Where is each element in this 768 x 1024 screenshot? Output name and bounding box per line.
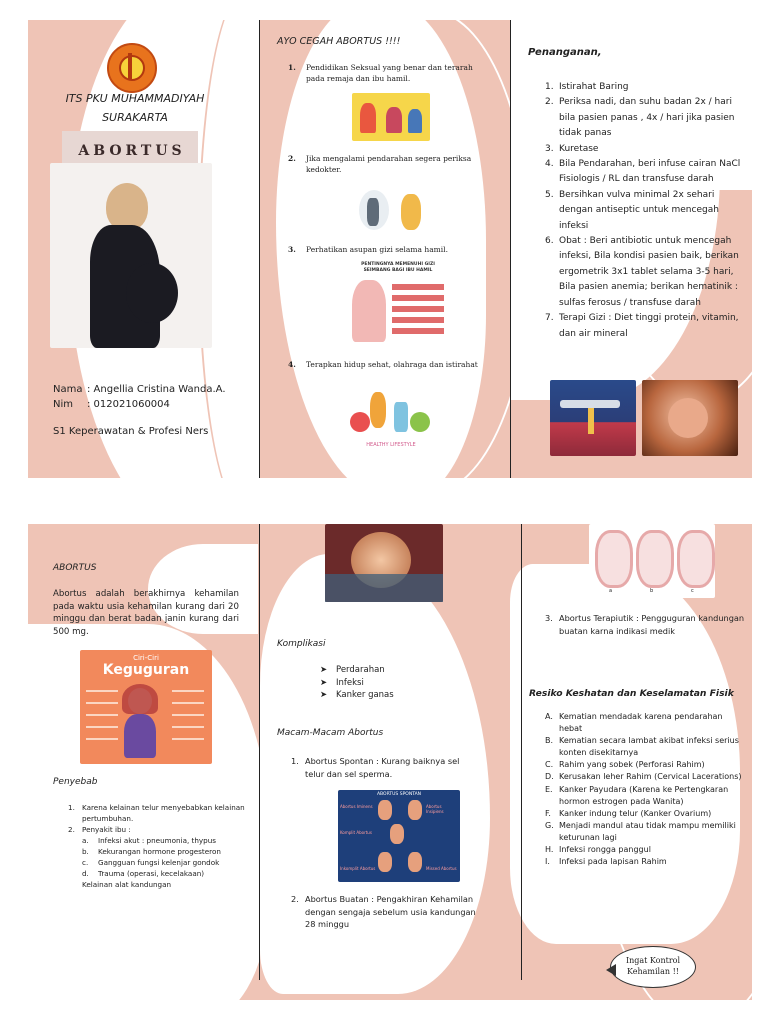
- kelainan-alat: Kelainan alat kandungan: [82, 880, 172, 889]
- nim-value: : 012021060004: [87, 399, 170, 410]
- penyakit-item: b. Kekurangan hormone progesteron: [82, 847, 221, 856]
- surgery-photo: [325, 524, 443, 602]
- pregnant-woman-photo: [50, 163, 212, 348]
- penyebab-item: 1. Karena kelainan telur menyebabkan kelainan pertumbuhan.: [68, 803, 245, 823]
- fold-line-top-1: [259, 20, 260, 478]
- komplikasi-item: ➤ Kanker ganas: [320, 690, 394, 701]
- healthy-lifestyle-illustration: HEALTHY LIFESTYLE: [346, 382, 436, 454]
- nutrition-infographic: PENTINGNYA MEMENUHI GIZI SEIMBANG BAGI IBU HAMIL: [348, 262, 448, 346]
- resiko-item: G. Menjadi mandul atau tidak mampu memiliki keturunan lagi: [545, 820, 736, 842]
- penanganan-heading: Penanganan,: [528, 47, 602, 58]
- procedure-photo: [550, 380, 636, 456]
- reminder-bubble: Ingat Kontrol Kehamilan !!: [610, 946, 696, 988]
- program-name: S1 Keperawatan & Profesi Ners: [53, 426, 209, 437]
- resiko-item: E. Kanker Payudara (Karena ke Pertengkaran hormon estrogen pada Wanita): [545, 784, 729, 806]
- cover-title: ABORTUS: [78, 143, 186, 159]
- abortus-spontan-diagram: ABORTUS SPONTAN Abortus Iminens Abortus Insipiens Komplit Abortus Inkomplit Abortus Missed Abortus: [338, 790, 460, 882]
- fold-line-bottom-2: [521, 524, 522, 980]
- penanganan-item: 1. Istirahat Baring: [545, 82, 629, 92]
- penyakit-item: c. Gangguan fungsi kelenjar gondok: [82, 858, 220, 867]
- resiko-item: C. Rahim yang sobek (Perforasi Rahim): [545, 760, 705, 770]
- nama-label: Nama: [53, 384, 83, 395]
- cegah-heading: AYO CEGAH ABORTUS !!!!: [277, 36, 401, 47]
- penyakit-item: d. Trauma (operasi, kecelakaan): [82, 869, 205, 878]
- resiko-item: D. Kerusakan leher Rahim (Cervical Lacerations): [545, 772, 742, 782]
- school-city: SURAKARTA: [102, 111, 168, 124]
- komplikasi-item: ➤ Perdarahan: [320, 665, 385, 675]
- penyakit-item: a. Infeksi akut : pneumonia, thypus: [82, 836, 217, 845]
- fetus-photo: [642, 380, 738, 456]
- penyebab-heading: Penyebab: [53, 777, 98, 787]
- cegah-item-3: 3. Perhatikan asupan gizi selama hamil.: [288, 245, 448, 254]
- macam-heading: Macam-Macam Abortus: [277, 728, 384, 738]
- penyebab-list: [68, 802, 248, 890]
- nama-value: : Angellia Cristina Wanda.A.: [87, 384, 226, 395]
- resiko-list: [545, 711, 745, 868]
- cegah-item-1: 1. Pendidikan Seksual yang benar dan terarah pada remaja dan ibu hamil.: [288, 63, 473, 83]
- doctor-checkup-illustration: [355, 186, 429, 234]
- penyebab-item: 2. Penyakit ibu :: [68, 825, 131, 834]
- fold-line-top-2: [510, 20, 511, 478]
- resiko-item: I. Infeksi pada lapisan Rahim: [545, 857, 667, 867]
- penanganan-item: 7. Terapi Gizi : Diet tinggi protein, vitamin, dan air mineral: [545, 313, 739, 339]
- penanganan-list: [545, 80, 741, 342]
- komplikasi-item: ➤ Infeksi: [320, 677, 364, 688]
- abortus-heading: ABORTUS: [53, 563, 97, 573]
- bubble-tail-icon: [606, 964, 616, 976]
- terapeutik-item: 3. Abortus Terapiutik : Pengguguran kandungan buatan karna indikasi medik: [545, 613, 745, 636]
- uterus-diagram: a b c: [589, 524, 715, 598]
- penanganan-item: 4. Bila Pendarahan, beri infuse cairan NaCl Fisiologis / RL dan transfuse darah: [545, 159, 741, 185]
- macam-item-2: 2. Abortus Buatan : Pengakhiran Kehamilan dengan sengaja sebelum usia kandungan 28 minggu: [291, 894, 476, 929]
- resiko-item: A. Kematian mendadak karena pendarahan hebat: [545, 712, 723, 734]
- ciri-keguguran-infographic: Ciri-Ciri Keguguran: [80, 650, 212, 764]
- logo: [107, 43, 157, 93]
- resiko-heading: Resiko Keshatan dan Keselamatan Fisik: [529, 688, 734, 699]
- cegah-item-2: 2. Jika mengalami pendarahan segera periksa kedokter.: [288, 154, 472, 174]
- resiko-item: B. Kematian secara lambat akibat infeksi serius konten disekitarnya: [545, 736, 739, 758]
- penanganan-item: 2. Periksa nadi, dan suhu badan 2x / hari bila pasien panas , 4x / hari jika pasien tidak panas: [545, 97, 735, 139]
- penanganan-item: 5. Bersihkan vulva minimal 2x sehari dengan antiseptic untuk mencegah infeksi: [545, 189, 719, 231]
- nim-label: Nim: [53, 399, 73, 410]
- cegah-item-4: 4. Terapkan hidup sehat, olahraga dan istirahat: [288, 360, 478, 369]
- sex-education-illustration: [352, 93, 430, 141]
- school-name: ITS PKU MUHAMMADIYAH: [65, 92, 205, 105]
- macam-item-1: 1. Abortus Spontan : Kurang baiknya sel telur dan sel sperma.: [291, 756, 460, 779]
- abortus-definition: Abortus adalah berakhirnya kehamilan pada waktu usia kehamilan kurang dari 20 minggu dan berat badan janin kurang dari 500 mg.: [53, 589, 239, 637]
- resiko-item: F. Kanker indung telur (Kanker Ovarium): [545, 808, 712, 818]
- penanganan-item: 3. Kuretase: [545, 143, 599, 154]
- komplikasi-heading: Komplikasi: [277, 639, 326, 649]
- komplikasi-list: [320, 664, 394, 702]
- resiko-item: H. Infeksi rongga panggul: [545, 845, 651, 855]
- fold-line-bottom-1: [259, 524, 260, 980]
- penanganan-item: 6. Obat : Beri antibiotic untuk mencegah infeksi, Bila kondisi pasien baik, berikan ergometrik 3x1 tablet selama 3-5 hari, Bila pasien anemia; berikan hematinik : sulfas ferosus / transfuse darah: [545, 236, 739, 308]
